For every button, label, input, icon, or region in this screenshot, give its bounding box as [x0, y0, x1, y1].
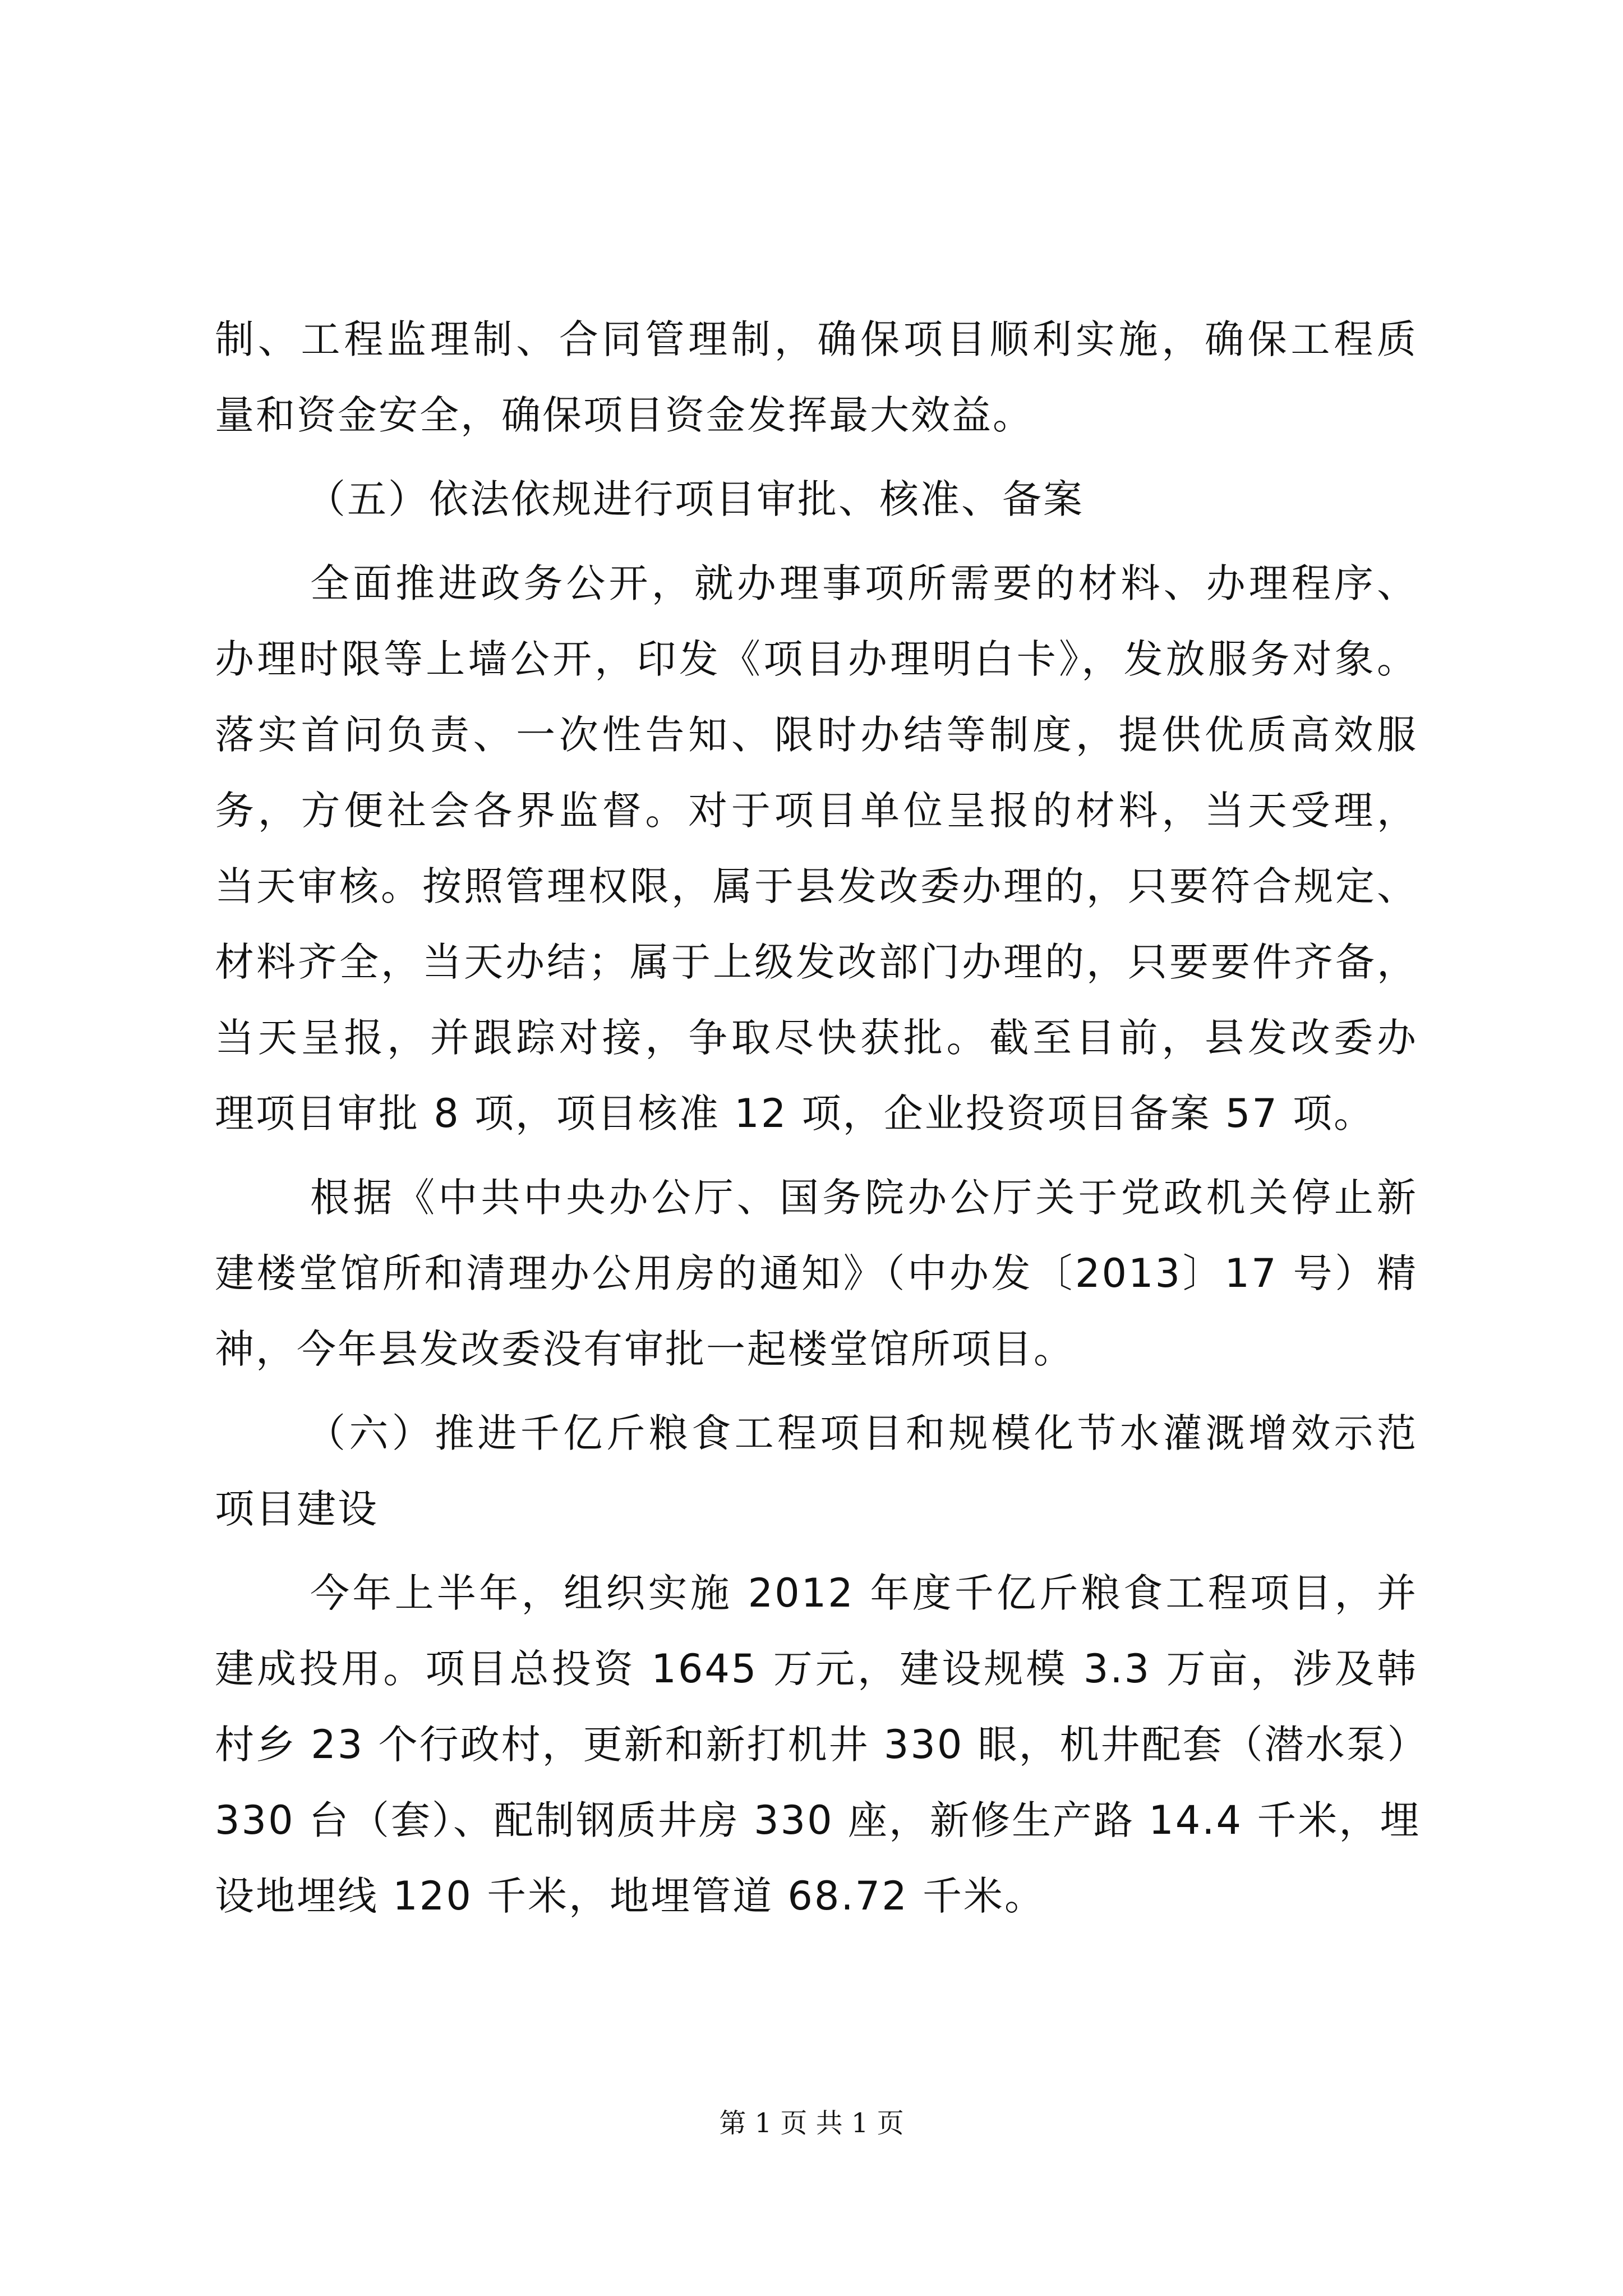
- text-line: 神，今年县发改委没有审批一起楼堂馆所项目。: [215, 1326, 1075, 1372]
- text-line: 落实首问负责、一次性告知、限时办结等制度，提供优质高效服: [215, 712, 1418, 758]
- page-number-footer: 第 1 页 共 1 页: [719, 2108, 904, 2139]
- text-line: 村乡 23 个行政村，更新和新打机井 330 眼，机井配套（潜水泵）: [215, 1722, 1428, 1768]
- section-heading: （六）推进千亿斤粮食工程项目和规模化节水灌溉增效示范: [306, 1410, 1418, 1456]
- section-heading: （五）依法依规进行项目审批、核准、备案: [306, 476, 1084, 522]
- text-line: 务，方便社会各界监督。对于项目单位呈报的材料，当天受理，: [215, 788, 1418, 834]
- text-line: 当天审核。按照管理权限，属于县发改委办理的，只要符合规定、: [215, 863, 1418, 909]
- text-line: 理项目审批 8 项，项目核准 12 项，企业投资项目备案 57 项。: [215, 1091, 1375, 1137]
- text-line: 今年上半年，组织实施 2012 年度千亿斤粮食工程项目，并: [310, 1570, 1418, 1616]
- text-line: 设地埋线 120 千米，地埋管道 68.72 千米。: [215, 1873, 1046, 1919]
- text-line: 建楼堂馆所和清理办公用房的通知》（中办发〔2013〕17 号）精: [215, 1250, 1418, 1296]
- text-line: 当天呈报，并跟踪对接，争取尽快获批。截至目前，县发改委办: [215, 1015, 1418, 1061]
- text-line: 制、工程监理制、合同管理制，确保项目顺利实施，确保工程质: [215, 316, 1418, 362]
- section-heading-cont: 项目建设: [215, 1486, 379, 1532]
- text-line: 建成投用。项目总投资 1645 万元，建设规模 3.3 万亩，涉及韩: [215, 1646, 1418, 1692]
- text-line: 根据《中共中央办公厅、国务院办公厅关于党政机关停止新: [310, 1175, 1418, 1221]
- text-line: 330 台（套）、配制钢质井房 330 座，新修生产路 14.4 千米，埋: [215, 1797, 1421, 1843]
- text-line: 材料齐全，当天办结；属于上级发改部门办理的，只要要件齐备，: [215, 939, 1418, 985]
- text-line: 量和资金安全，确保项目资金发挥最大效益。: [215, 392, 1034, 438]
- text-line: 办理时限等上墙公开，印发《项目办理明白卡》，发放服务对象。: [215, 636, 1418, 682]
- text-line: 全面推进政务公开，就办理事项所需要的材料、办理程序、: [310, 560, 1418, 606]
